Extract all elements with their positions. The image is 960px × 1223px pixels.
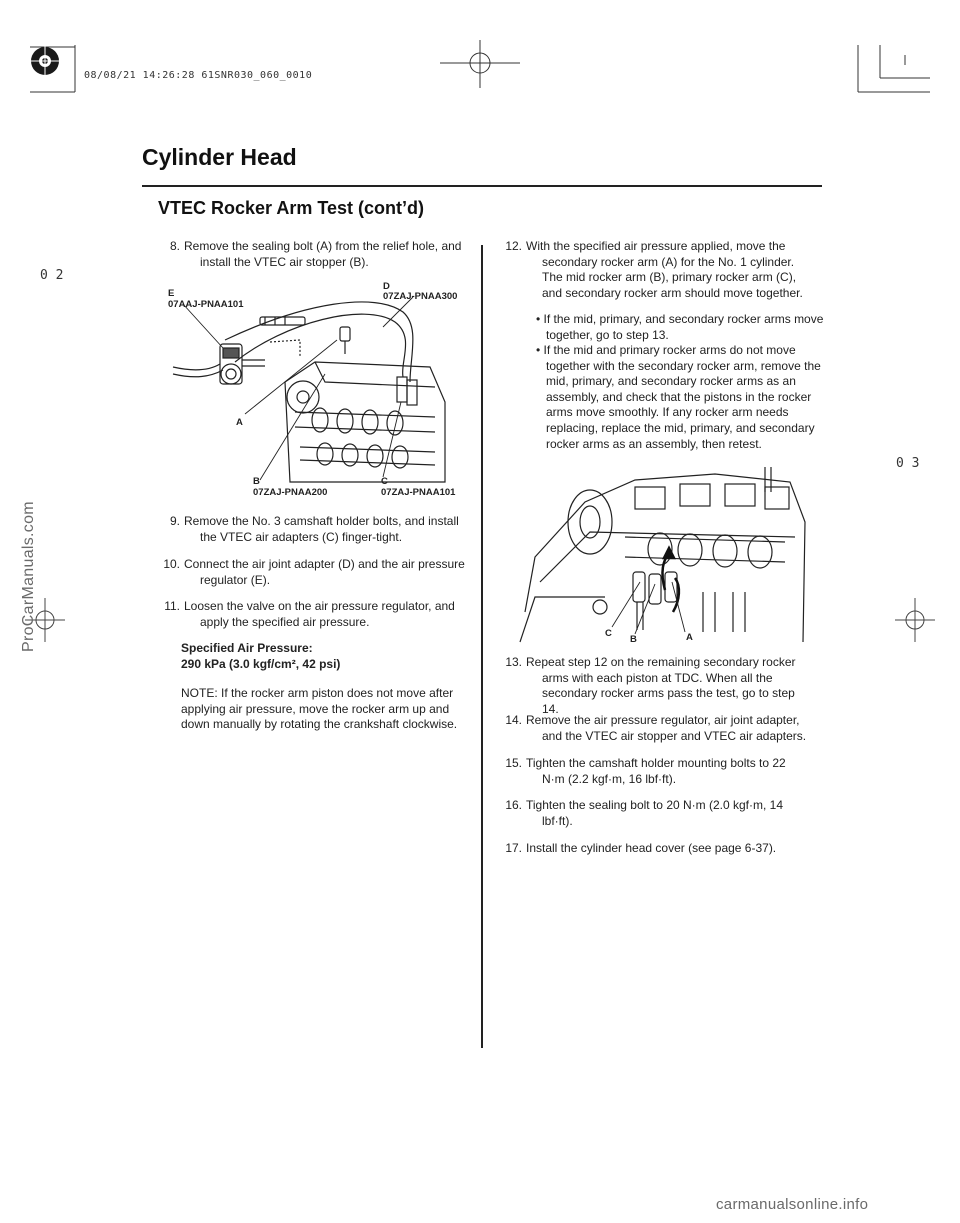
fig1-label-a: A [236, 417, 243, 428]
fig1-part-e: 07AAJ-PNAA101 [168, 299, 244, 310]
note-text: NOTE: If the rocker arm piston does not move after applying air pressure, move the rocker arm up and down manually by rotating the crankshaft clockwise. [181, 686, 458, 732]
header-rule [142, 185, 822, 187]
watermark-carmanualsonline: carmanualsonline.info [716, 1196, 869, 1213]
spec-value: 290 kPa (3.0 kgf/cm², 42 psi) [181, 657, 341, 671]
page-mark-left: 0 2 [40, 268, 64, 283]
watermark-procarmanuals: ProCarManuals.com [20, 501, 37, 652]
fig1-part-b: 07ZAJ-PNAA200 [253, 487, 328, 498]
step-8: 8. Remove the sealing bolt (A) from the relief hole, and install the VTEC air stopper (B). [169, 239, 462, 269]
fig1-part-c: 07ZAJ-PNAA101 [381, 487, 456, 498]
step-12: 12. With the specified air pressure applied, move the secondary rocker arm (A) for the No. 1 cylinder. The mid rocker arm (B), primary rocker arm (C), and secondary rocker arm should move together. [505, 239, 803, 300]
print-stamp: 08/08/21 14:26:28 61SNR030_060_0010 [84, 70, 313, 81]
step-13: 13. Repeat step 12 on the remaining secondary rocker arms with each piston at TDC. When all the secondary rocker arms pass the test, go to step 14. [505, 655, 796, 716]
fig2-label-a: A [686, 632, 693, 643]
fig1-label-c: C [381, 476, 388, 487]
step-17: 17. Install the cylinder head cover (see page 6-37). [505, 841, 777, 855]
rocker-arm-test-illustration [515, 462, 815, 648]
column-divider [481, 245, 483, 1048]
step-14: 14. Remove the air pressure regulator, air joint adapter, and the VTEC air stopper and VTEC air adapters. [505, 713, 807, 743]
step-16: 16. Tighten the sealing bolt to 20 N·m (2.0 kgf·m, 14 lbf·ft). [505, 798, 784, 828]
spec-title: Specified Air Pressure: [181, 641, 313, 655]
fig1-label-e: E [168, 288, 175, 299]
fig2-label-b: B [630, 634, 637, 645]
section-subtitle: VTEC Rocker Arm Test (cont’d) [158, 198, 425, 218]
bullet-move-together: • If the mid, primary, and secondary rocker arms move together, go to step 13. [536, 312, 824, 342]
fig1-label-b: B [253, 476, 260, 487]
crosshair-right-icon [880, 590, 960, 660]
fig2-label-c: C [605, 628, 612, 639]
vtec-stopper-install-illustration [165, 282, 470, 490]
step-10: 10. Connect the air joint adapter (D) and the air pressure regulator (E). [163, 557, 465, 587]
crop-marks-top [0, 0, 960, 110]
bullet-not-move-together: • If the mid and primary rocker arms do not move together with the secondary rocker arm, remove the mid, primary, and secondary rocker arms as an assembly, and check that the pistons in the rocker arms move smoothly. If any rocker arm needs replacing, replace the mid, primary, and secondary rocker arms as an assembly, then retest. [536, 343, 821, 451]
page-title: Cylinder Head [142, 144, 297, 170]
crosshair-left-icon [0, 590, 80, 660]
step-9: 9. Remove the No. 3 camshaft holder bolts, and install the VTEC air adapters (C) finger-tight. [169, 514, 459, 544]
fig1-part-d: 07ZAJ-PNAA300 [383, 291, 458, 302]
page-mark-right: 0 3 [896, 456, 920, 471]
step-15: 15. Tighten the camshaft holder mounting bolts to 22 N·m (2.2 kgf·m, 16 lbf·ft). [505, 756, 786, 786]
step-11: 11. Loosen the valve on the air pressure regulator, and apply the specified air pressure. [164, 599, 455, 629]
fig1-label-d: D [383, 281, 390, 292]
